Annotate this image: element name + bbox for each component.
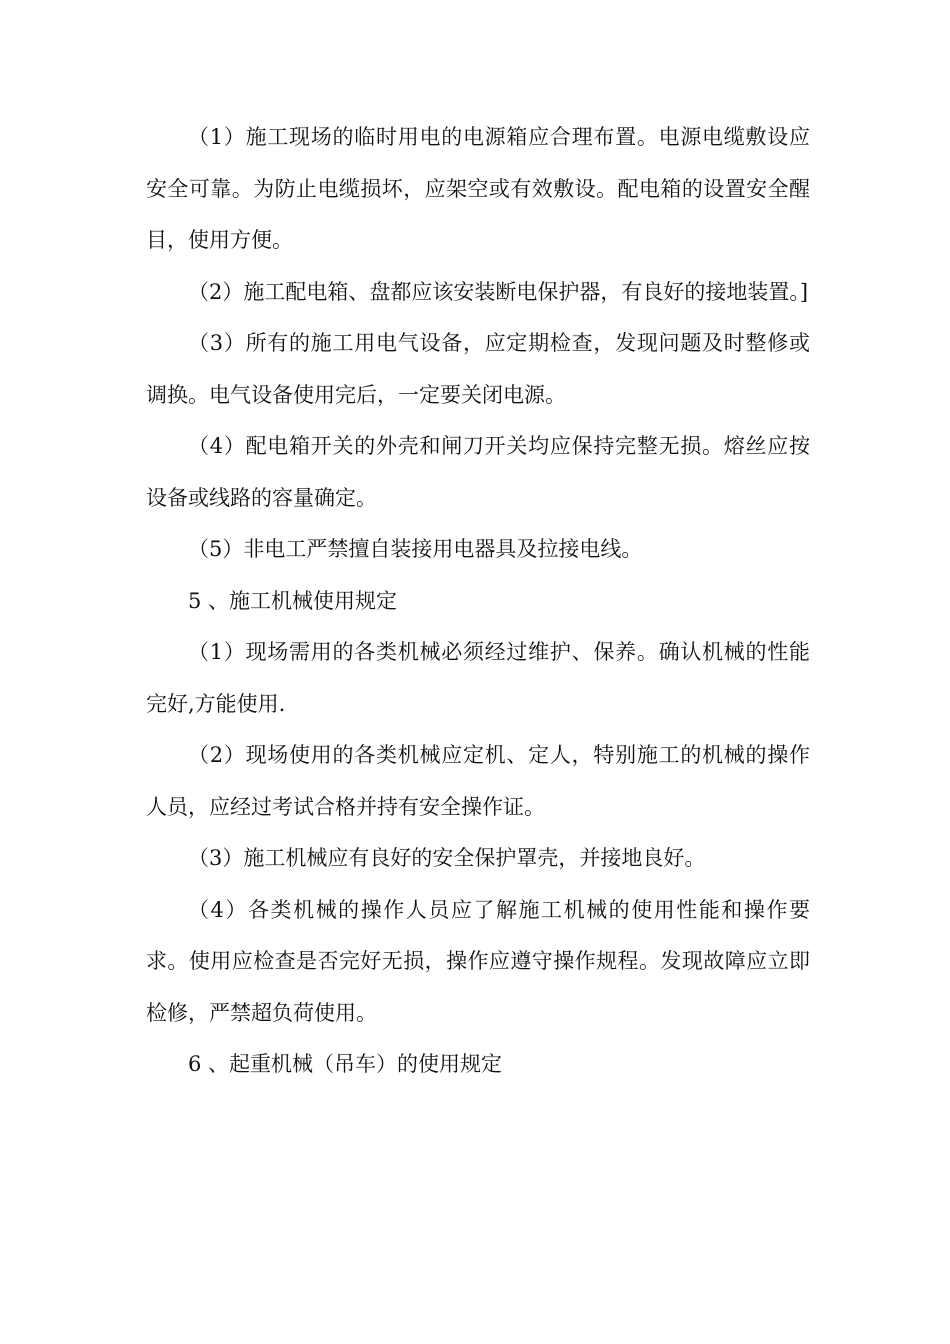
section-heading-machinery: 5 、施工机械使用规定 <box>188 588 398 613</box>
paragraph-operator-requirements: （4）各类机械的操作人员应了解施工机械的使用性能和操作要求。使用应检查是否完好无损，操作应遵守操作规程。发现故障应立即检修，严禁超负荷使用。 <box>146 897 810 1025</box>
section-heading-crane: 6 、起重机械（吊车）的使用规定 <box>188 1052 503 1076</box>
paragraph-switch-housing: （4）配电箱开关的外壳和闸刀开关均应保持完整无损。熔丝应按设备或线路的容量确定。 <box>146 434 810 510</box>
paragraph-fixed-operators: （2）现场使用的各类机械应定机、定人，特别施工的机械的操作人员，应经过考试合格并持有安全操作证。 <box>146 743 810 819</box>
paragraph-equipment-inspection: （3）所有的施工用电气设备，应定期检查，发现问题及时整修或调换。电气设备使用完后，一定要关闭电源。 <box>146 331 810 407</box>
document-body <box>146 112 810 1091</box>
paragraph-protective-cover: （3）施工机械应有良好的安全保护罩壳，并接地良好。 <box>188 846 706 870</box>
paragraph-machine-maintenance: （1）现场需用的各类机械必须经过维护、保养。确认机械的性能完好,方能使用. <box>146 640 810 716</box>
paragraph-breaker-grounding: （2）施工配电箱、盘都应该安装断电保护器，有良好的接地装置。] <box>188 279 809 304</box>
paragraph-electric-box-layout: （1）施工现场的临时用电的电源箱应合理布置。电源电缆敷设应安全可靠。为防止电缆损坏，应架空或有效敷设。配电箱的设置安全醒目，使用方便。 <box>146 125 810 252</box>
paragraph-electrician-only: （5）非电工严禁擅自装接用电器具及拉接电线。 <box>188 537 643 561</box>
